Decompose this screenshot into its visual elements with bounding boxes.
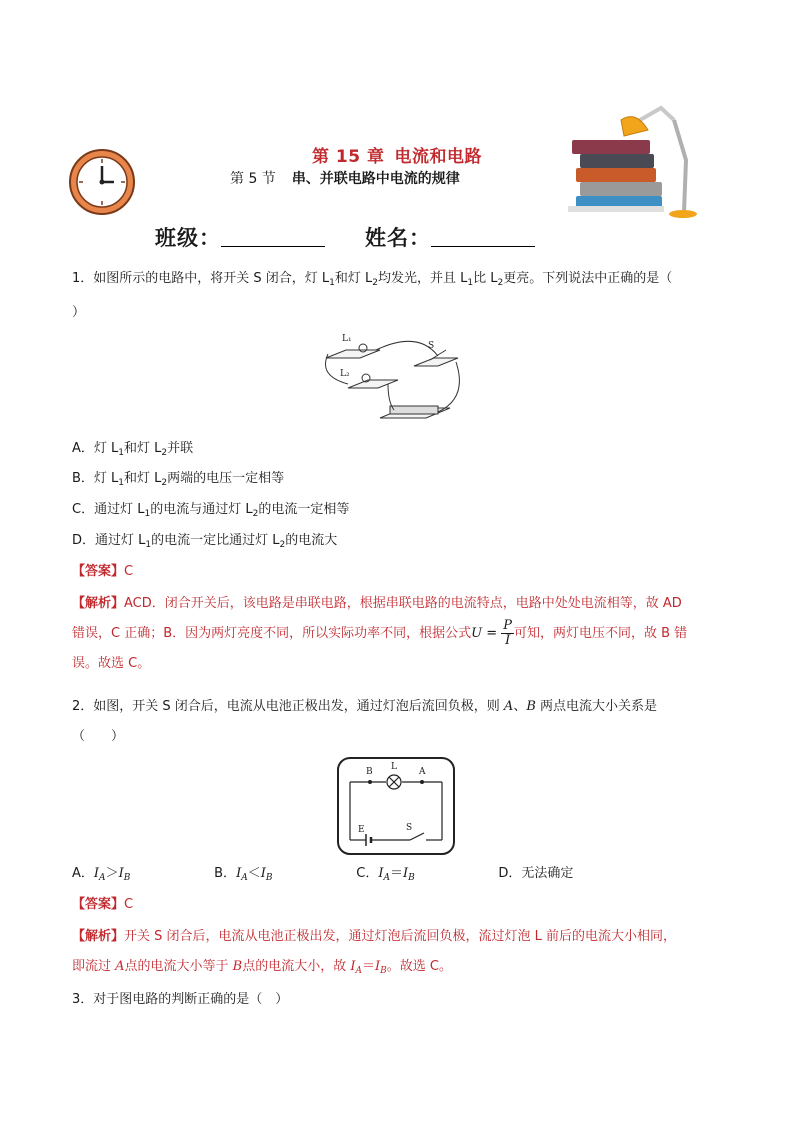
name-label: 姓名： bbox=[365, 226, 431, 250]
q2-option-c[interactable]: C．IA＝IB bbox=[356, 866, 415, 883]
svg-text:L₁: L₁ bbox=[342, 334, 352, 344]
svg-text:E: E bbox=[358, 825, 365, 835]
q3-stem: 3．对于图电路的判断正确的是（ ） bbox=[72, 992, 289, 1007]
q1-option-d[interactable]: D．通过灯 $L_1$的电流一定比通过灯 $L_2$的电流大 bbox=[72, 533, 338, 550]
svg-text:L: L bbox=[391, 762, 397, 772]
q1-option-b[interactable]: B．灯 $L_1$和灯 $L_2$两端的电压一定相等 bbox=[72, 471, 285, 488]
q2-answer: 【答案】C bbox=[72, 897, 134, 912]
q2-option-b[interactable]: B．IA＜IB bbox=[214, 866, 273, 883]
q1-option-c[interactable]: C．通过灯 $L_1$的电流与通过灯 $L_2$的电流一定相等 bbox=[72, 502, 350, 519]
svg-text:S: S bbox=[428, 341, 435, 351]
q2-options bbox=[72, 859, 732, 893]
q1-circuit-figure bbox=[318, 328, 464, 430]
chapter-title bbox=[0, 142, 794, 167]
class-label: 班级： bbox=[155, 226, 221, 250]
q2-analysis: 【解析】开关 S 闭合后，电流从电池正极出发，通过灯泡后流回负极，流过灯泡 L 前后的电流大小相同， 即流过 A点的电流大小等于 B点的电流大小，故 $I_A=I_B$。故选 C。 bbox=[72, 929, 677, 976]
formula-fraction: $\frac{P}{I}$ bbox=[503, 618, 513, 648]
q1-answer: 【答案】C bbox=[72, 564, 134, 579]
svg-text:L₂: L₂ bbox=[340, 369, 350, 379]
q2-circuit-figure bbox=[336, 756, 456, 856]
q2-option-d[interactable]: D．无法确定 bbox=[498, 866, 574, 881]
chapter-number: 第 15 章 bbox=[312, 147, 385, 167]
svg-text:A: A bbox=[419, 767, 426, 777]
q1-stem: 1．如图所示的电路中，将开关 S 闭合，灯 $L_1$和灯 $L_2$均发光，并且 $L_1$比 $L_2$更亮。下列说法中正确的是（ ） bbox=[72, 271, 673, 320]
section-number: 第 5 节 bbox=[230, 171, 276, 187]
q1-option-a[interactable]: A．灯 $L_1$和灯 $L_2$并联 bbox=[72, 441, 194, 458]
section-title bbox=[230, 168, 460, 188]
q1-analysis: 【解析】ACD．闭合开关后，该电路是串联电路，根据串联电路的电流特点，电路中处处电流相等，故 AD 错误，C 正确；B．因为两灯亮度不同，所以实际功率不同，根据公式U = $\frac{P}{I}$ 可知，两灯电压不同，故 B 错 误。故选 C。 bbox=[72, 596, 688, 671]
svg-text:B: B bbox=[366, 767, 373, 777]
section-name: 串、并联电路中电流的规律 bbox=[291, 171, 460, 187]
q2-stem: 2．如图，开关 S 闭合后，电流从电池正极出发，通过灯泡后流回负极，则 A、B 两点电流大小关系是 （ ） bbox=[72, 699, 658, 744]
q2-option-a[interactable]: A．IA＞IB bbox=[72, 866, 131, 883]
svg-text:S: S bbox=[406, 823, 413, 833]
name-blank[interactable] bbox=[431, 228, 535, 247]
class-name-line bbox=[155, 222, 575, 252]
chapter-name: 电流和电路 bbox=[394, 147, 482, 167]
class-blank[interactable] bbox=[221, 228, 325, 247]
